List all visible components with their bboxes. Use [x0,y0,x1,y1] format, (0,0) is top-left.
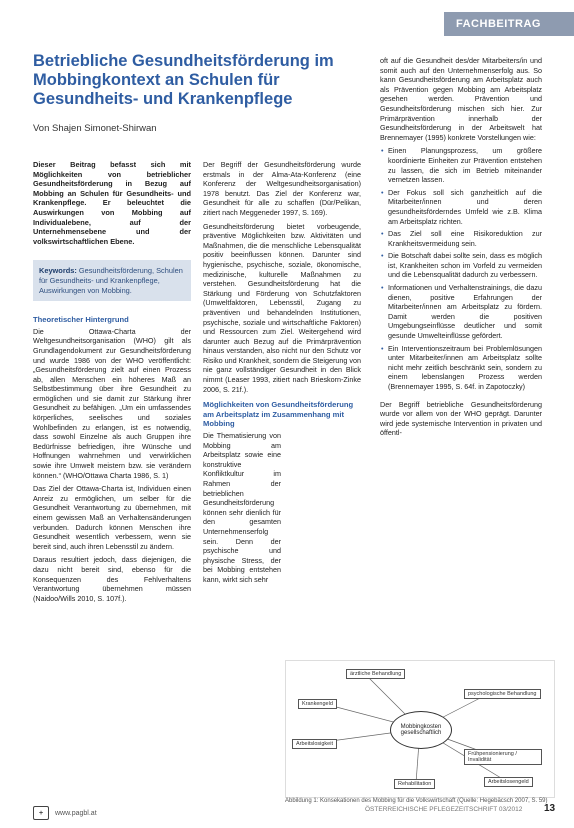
paragraph: Der Begriff betriebliche Gesundheitsförderung wurde vor allem von der WHO geprägt. Darunter wird jede systemische Intervention in privaten und öffentl- [380,399,542,438]
publisher-logo [33,806,49,820]
paragraph: oft auf die Gesundheit des/der Mitarbeiters/in und somit auch auf den Unternehmenserfolg aus. So kann Gesundheitsförderung am Arbeitsplatz auch als Prävention gegen Mobbing am Arbeitsplatz gesehen werden. Prävention und Gesundheitsförderung mischen sich hier. Zur Primärprävention innerhalb der Gesundheitsförderung in der Arbeitswelt hat Brennemayer (1995) konkrete Vorstellungen wie: [380,56,542,142]
paragraph: Die Thematisierung von Mobbing am Arbeitsplatz sowie eine konstruktive Konfliktkultur im Rahmen der betrieblichen Gesundheitsförderung können sehr dienlich für den gesamten Unternehmenserfolg sein. Denn der psychische und physische Stress, der bei Mobbing entstehen kann, wirkt sich sehr [203,431,281,584]
keywords-text: Gesundheitsförderung, Schulen für Gesundheits- und Krankenpflege, Auswirkungen von Mobbing. [39,266,183,295]
list-item: • Das Ziel soll eine Risikoreduktion zur Krankheitsvermeidung sein. [388,229,542,248]
list-item: • Einen Planungsprozess, um größere koordinierte Einheiten zur Prävention entstehen zu lassen, die sich im Betrieb miteinander vernetzen lassen. [388,146,542,184]
paragraph: Das Ziel der Ottawa-Charta ist, Individuen einen Anreiz zu ermöglichen, um selber für die Gesundheit Verantwortung zu übernehmen, mit einem gewissen Maß an Verhaltensänderungen verbunden. Dadurch können Menschen ihre Gesundheit wesentlich verbessern, wenn sie bereit sind, auch ihren Lebensstil zu ändern. [33,484,191,551]
diagram-center-label: Mobbingkosten gesellschaftlich [400,724,442,736]
diagram-node: Krankengeld [298,699,337,709]
figure-diagram [285,660,555,798]
diagram-node: ärztliche Behandlung [346,669,405,679]
publisher-logo-glyph: + [38,809,44,817]
paragraph: Die Ottawa-Charta der Weltgesundheitsorganisation (WHO) gilt als Grundlagendokument zur Gesundheitsförderung und wurde 1986 von der WHO veröffentlicht: „Gesundheitsförderung zielt auf einen Prozess ab, allen Menschen ein höheres Maß an Selbstbestimmung über ihre Gesundheit zu ermöglichen und sie damit zur Stärkung ihrer Gesundheit zu befähigen. „Um ein umfassendes körperliches, seelisches und soziales Wohlbefinden zu erlangen, ist es notwendig, dass sowohl Einzelne als auch Gruppen ihre Bedürfnisse befriedigen, ihre Wünsche und Hoffnungen wahrnehmen und verwirklichen sowie ihre Umwelt meistern bzw. sie verändern können.“ (WHO/Ottawa Charta 1986, S. 1) [33,326,191,480]
paragraph: Daraus resultiert jedoch, dass diejenigen, die dazu nicht bereit sind, ebenso für die Konsequenzen des Fehlverhaltens Verantwortung übernehmen müssen (Naidoo/Wills 2010, S. 107f.). [33,555,191,603]
footer-journal: ÖSTERREICHISCHE PFLEGEZEITSCHRIFT 03/2012 [365,806,523,813]
keywords-box [33,260,191,301]
section-tag: FACHBEITRAG [444,12,574,36]
diagram-node: Frühpensionierung / Invalidität [464,749,542,765]
diagram-node: psychologische Behandlung [464,689,541,699]
article-author: Von Shajen Simonet-Shirwan [33,123,157,134]
page-number: 13 [544,803,556,814]
section-heading: Möglichkeiten von Gesundheitsförderung am Arbeitsplatz im Zusammenhang mit Mobbing [203,400,354,429]
figure-caption: Abbildung 1: Konsekationen des Mobbing für die Volkswirtschaft (Quelle: Hegebäcsch 2007, S. 59) [285,798,548,804]
list-item: • Ein Interventionszeitraum bei Problemlösungen unter Mitarbeiter/innen am Arbeitsplatz sollte nicht mehr zeitlich beschränkt sein, sondern zu einem lebenslangen Prozess werden (Brennemayer 1995, S. 64f. in Zapotoczky) [388,344,542,392]
keywords-label: Keywords: [39,266,77,276]
column-3 [380,56,542,442]
footer-url[interactable]: www.pagbl.at [55,809,97,817]
list-item: • Der Fokus soll sich ganzheitlich auf die Mitarbeiter/innen und deren gesundheitsförderndes Umfeld wie z.B. Klima am Arbeitsplatz richten. [388,188,542,226]
bullet-list [380,146,542,391]
paragraph: Gesundheitsförderung bietet vorbeugende, präventive Möglichkeiten bzw. Aktivitäten und Maßnahmen, die die menschliche Lebensqualität positiv beeinflussen können. Darunter sind hygienische, psychische, soziale, ökonomische, medizinische, kulturelle Maßnahmen zu verstehen. Gesundheitsförderung hat die Stärkung und Förderung von Schutzfaktoren (Umweltfaktoren, Lebensstil, Zugang zu präventiven und behandelnden Institutionen, psychische, soziale und wirtschaftliche Faktoren) und Ressourcen zum Ziel. Weitergehend wird darunter auch Bezug auf die Primärprävention hinaus verstanden, also nicht nur den Schutz vor Risiko und Krankheit, sondern die Steigerung von nie ganz vollständiger Gesundheit in den Blick nimmt (Leaser 1993, zitiert nach Brieskorn-Zinke 2006, S. 21f.). [203,221,361,394]
diagram-center-node [390,711,452,749]
lead-paragraph: Dieser Beitrag befasst sich mit Möglichkeiten von betrieblicher Gesundheitsförderung in Bezug auf Mobbing an Schulen für Gesundheits- und Krankenpflege. Er beleuchtet die Auswirkungen von Mobbing auf Individualebene, auf der Unternehmensebene und der volkswirtschaftlichen Ebene. [33,160,191,246]
column-1 [33,160,191,607]
list-item: • Informationen und Verhaltenstrainings, die dazu dienen, positive Erfahrungen der Mitarbeiter/innen am Arbeitsplatz zu fördern. Damit werden die positiven Umgebungseinflüsse deutlicher und somit gesunde Umwelteinflüsse gefördert. [388,283,542,341]
diagram-node: Rehabilitation [394,779,435,789]
paragraph: Der Begriff der Gesundheitsförderung wurde erstmals in der Alma-Ata-Konferenz (eine Konferenz der Weltgesundheitsorganisation) 1978 benutzt. Das Ziel der Konferenz war, Gesundheit für alle zu schaffen (Dür/Pelikan, zitiert nach Meggeneder 1997, S. 169). [203,160,361,217]
column-2 [203,160,361,589]
diagram-node: Arbeitslosigkeit [292,739,337,749]
list-item: • Die Botschaft dabei sollte sein, dass es möglich ist, Krankheiten schon im Vorfeld zu vermeiden und die Lebensqualität dadurch zu verbessern. [388,251,542,280]
section-heading: Theoretischer Hintergrund [33,315,129,325]
diagram-node: Arbeitslosengeld [484,777,533,787]
article-title: Betriebliche Gesundheitsförderung im Mobbingkontext an Schulen für Gesundheits- und Krankenpflege [33,52,334,108]
footer-left [33,806,97,820]
